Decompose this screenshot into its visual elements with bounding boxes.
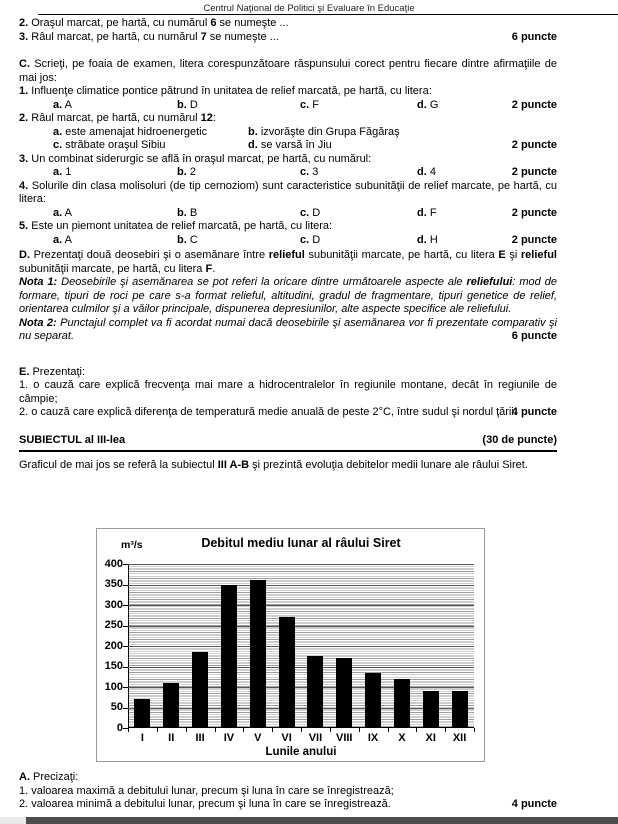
option-text: B bbox=[186, 206, 198, 219]
bar-III bbox=[192, 652, 208, 728]
bar-X bbox=[394, 679, 410, 728]
text-run: 1. valoarea maximă a debitului lunar, precum şi luna în care se înregistrează; bbox=[19, 784, 394, 797]
points-label: 2 puncte bbox=[511, 98, 557, 111]
section-a-item-2 bbox=[19, 798, 557, 812]
x-tick-label-VIII: VIII bbox=[335, 732, 353, 744]
subject-3-heading bbox=[19, 434, 557, 452]
bottom-page-strip-dark bbox=[26, 817, 618, 824]
option-letter: d. bbox=[417, 98, 427, 111]
bar-XII bbox=[452, 691, 468, 728]
major-gridline-250 bbox=[128, 626, 474, 627]
option-text: D bbox=[309, 206, 321, 219]
option-text: A bbox=[62, 206, 72, 219]
option-text: F bbox=[426, 206, 437, 219]
text-run: Solurile din clasa molisoluri (de tip cernoziom) sunt caracteristice subunităţii de relief marcate, pe hartă, cu litera: bbox=[19, 179, 557, 205]
text-run: C. bbox=[19, 58, 30, 70]
option-text: străbate oraşul Sibiu bbox=[62, 139, 166, 151]
section-a bbox=[19, 771, 557, 812]
option-d bbox=[417, 99, 438, 113]
text-run: 2. valoarea minimă a debitului lunar, precum şi luna în care se înregistrează. bbox=[19, 798, 391, 810]
spacer bbox=[19, 420, 557, 434]
option-a bbox=[53, 207, 72, 221]
bar-VIII bbox=[336, 658, 352, 728]
option-letter: c. bbox=[300, 98, 310, 111]
subject-3-title: SUBIECTUL al III-lea bbox=[19, 433, 126, 446]
text-run: Prezentaţi două deosebiri şi o asemănare între bbox=[30, 249, 269, 261]
top-line-2 bbox=[19, 17, 557, 31]
question-text-3 bbox=[19, 153, 557, 167]
section-a-intro bbox=[19, 771, 557, 785]
text-run: şi prezintă evoluţia debitelor medii lunare ale râului Siret. bbox=[249, 458, 528, 471]
bar-V bbox=[250, 580, 266, 728]
text-run: 2. o cauză care explică diferenţa de temperatură medie anuală de peste 2°C, între sudul şi nordul ţării. bbox=[19, 406, 517, 418]
option-letter: b. bbox=[177, 206, 187, 219]
points-label: 4 puncte bbox=[511, 798, 557, 810]
bar-I bbox=[134, 699, 150, 728]
section-d-nota-2 bbox=[19, 317, 557, 344]
chart-x-axis-title: Lunile anului bbox=[265, 746, 337, 758]
option-a bbox=[53, 234, 72, 248]
option-letter: b. bbox=[177, 166, 187, 178]
top-line-3 bbox=[19, 31, 557, 45]
option-letter: a. bbox=[53, 206, 63, 219]
option-letter: b. bbox=[177, 98, 187, 111]
option-a bbox=[53, 166, 71, 180]
option-text: se varsă în Jiu bbox=[257, 139, 332, 151]
option-text: H bbox=[426, 233, 438, 246]
x-tick-mark bbox=[445, 728, 446, 732]
spacer bbox=[19, 344, 557, 366]
text-run: Prezentaţi: bbox=[29, 365, 86, 378]
bar-chart bbox=[96, 528, 485, 762]
y-tick-label-100: 100 bbox=[104, 680, 123, 693]
text-run: Graficul de mai jos se referă la subiectul bbox=[19, 458, 218, 471]
major-gridline-400 bbox=[128, 564, 474, 565]
question-3-option-row bbox=[19, 166, 557, 180]
text-run: Deosebirile şi asemănarea se pot referi la oricare dintre următoarele aspecte ale bbox=[57, 276, 467, 288]
option-c bbox=[300, 166, 318, 180]
points-label: 2 puncte bbox=[511, 233, 557, 246]
text-run: 4. bbox=[19, 179, 29, 192]
major-gridline-350 bbox=[128, 585, 474, 586]
text-run: relieful bbox=[520, 249, 557, 261]
section-e-item-1 bbox=[19, 379, 557, 406]
text-run: III A-B bbox=[217, 458, 250, 471]
x-tick-label-II: II bbox=[168, 732, 175, 744]
bar-VI bbox=[279, 617, 295, 728]
points-label: 2 puncte bbox=[511, 166, 557, 178]
x-tick-mark bbox=[128, 728, 129, 732]
question-2-option-row bbox=[19, 126, 557, 140]
text-run: 6 bbox=[210, 17, 217, 29]
x-tick-label-IX: IX bbox=[367, 732, 379, 744]
option-b bbox=[177, 99, 198, 113]
option-b bbox=[177, 207, 197, 221]
text-run: Un combinat siderurgic se află în oraşul marcat, pe hartă, cu numărul: bbox=[28, 152, 372, 165]
question-text-4 bbox=[19, 180, 557, 207]
option-text: izvorăşte din Grupa Făgăraş bbox=[257, 125, 400, 138]
option-d bbox=[417, 166, 436, 180]
y-tick-label-150: 150 bbox=[104, 660, 123, 672]
option-letter: c. bbox=[53, 139, 63, 151]
text-run: 7 bbox=[200, 30, 207, 43]
text-run: Influenţe climatice pontice pătrund în unitatea de relief marcată, pe hartă, cu litera: bbox=[28, 85, 432, 97]
bar-IV bbox=[221, 585, 237, 729]
section-a-item-2-text bbox=[19, 798, 391, 810]
text-run: Precizaţi: bbox=[30, 771, 79, 783]
spacer bbox=[19, 452, 557, 459]
option-letter: a. bbox=[53, 98, 63, 111]
bottom-page-strip bbox=[0, 817, 618, 824]
question-text-1 bbox=[19, 85, 557, 99]
text-run: 1. o cauză care explică frecvenţa mai mare a hidrocentralelor în regiunile montane, decât în regiunile de câmpie; bbox=[19, 379, 557, 405]
text-run: Nota 1: bbox=[19, 276, 58, 288]
question-2-option-row bbox=[19, 139, 557, 153]
text-run: 5. bbox=[19, 220, 29, 232]
text-run: Nota 2: bbox=[19, 316, 57, 329]
section-c-questions bbox=[19, 85, 557, 247]
option-text: 4 bbox=[426, 166, 436, 178]
question-4-option-row bbox=[19, 207, 557, 221]
option-letter: d. bbox=[417, 233, 427, 246]
option-b bbox=[177, 166, 196, 180]
section-c-intro bbox=[19, 58, 557, 85]
option-letter: c. bbox=[300, 233, 310, 246]
x-tick-label-IV: IV bbox=[223, 732, 235, 744]
x-tick-mark bbox=[474, 728, 475, 732]
x-tick-mark bbox=[243, 728, 244, 732]
header-divider bbox=[38, 14, 618, 15]
x-tick-label-VI: VI bbox=[281, 732, 292, 744]
text-run: 3. bbox=[19, 30, 29, 43]
option-letter: a. bbox=[53, 233, 63, 246]
option-d bbox=[248, 139, 332, 153]
x-tick-label-I: I bbox=[140, 732, 144, 744]
text-run: 1. bbox=[19, 85, 29, 97]
section-d-paragraph bbox=[19, 249, 557, 276]
text-run: F bbox=[205, 262, 213, 275]
text-run: D. bbox=[19, 249, 30, 261]
y-tick-label-200: 200 bbox=[104, 639, 123, 652]
x-tick-label-III: III bbox=[195, 732, 205, 744]
x-tick-label-XII: XII bbox=[452, 732, 467, 744]
x-tick-mark bbox=[330, 728, 331, 732]
x-tick-mark bbox=[215, 728, 216, 732]
question-5-option-row bbox=[19, 234, 557, 248]
option-b bbox=[177, 234, 198, 248]
text-run: E bbox=[498, 249, 506, 261]
section-d-nota-2-text bbox=[19, 317, 557, 343]
text-run: Punctajul complet va fi acordat numai dacă deosebirile şi asemănarea vor fi prezentate comparativ şi nu separat. bbox=[19, 316, 558, 342]
option-d bbox=[417, 207, 437, 221]
option-text: D bbox=[309, 233, 321, 246]
text-run: se numeşte ... bbox=[216, 17, 289, 29]
text-run: A. bbox=[19, 771, 30, 783]
option-letter: c. bbox=[300, 166, 310, 178]
points-label: 2 puncte bbox=[511, 206, 557, 219]
text-run: relieful bbox=[268, 249, 305, 261]
text-run: se numeşte ... bbox=[206, 30, 279, 43]
section-e-item-2 bbox=[19, 406, 557, 420]
text-run: subunităţii marcate, pe hartă, cu litera bbox=[19, 262, 206, 275]
question-text-5 bbox=[19, 220, 557, 234]
option-text: 3 bbox=[309, 166, 319, 178]
x-tick-label-XI: XI bbox=[425, 732, 436, 744]
text-run: Scrieţi, pe foaia de examen, litera corespunzătoare răspunsului corect pentru fiecare dintre afirmaţiile de mai jos: bbox=[19, 58, 557, 84]
y-tick-label-50: 50 bbox=[110, 701, 123, 713]
text-run: 2. bbox=[19, 112, 29, 124]
option-letter: a. bbox=[53, 166, 63, 178]
x-tick-mark bbox=[416, 728, 417, 732]
option-text: 1 bbox=[62, 166, 72, 178]
chart-title: Debitul mediu lunar al râului Siret bbox=[201, 536, 401, 550]
text-run: E. bbox=[19, 365, 30, 378]
page-header-title: Centrul Naţional de Politici şi Evaluare în Educaţie bbox=[203, 3, 415, 14]
text-run: 2. bbox=[19, 17, 29, 29]
question-text-2 bbox=[19, 112, 557, 126]
major-gridline-300 bbox=[128, 605, 474, 606]
text-run: şi bbox=[505, 249, 521, 261]
option-letter: b. bbox=[177, 233, 187, 246]
option-c bbox=[300, 99, 319, 113]
x-tick-mark bbox=[157, 728, 158, 732]
text-run: Râul marcat, pe hartă, cu numărul bbox=[28, 112, 201, 124]
x-tick-mark bbox=[272, 728, 273, 732]
question-1-option-row bbox=[19, 99, 557, 113]
option-text: este amenajat hidroenergetic bbox=[62, 125, 208, 138]
option-text: 2 bbox=[186, 166, 196, 178]
major-gridline-200 bbox=[128, 646, 474, 647]
x-tick-label-X: X bbox=[398, 732, 406, 744]
option-text: A bbox=[62, 233, 72, 246]
text-run: . bbox=[212, 262, 216, 275]
top-line-3-text bbox=[19, 31, 279, 43]
text-run: Este un piemont unitatea de relief marcată, pe hartă, cu litera: bbox=[28, 220, 333, 232]
text-run: Oraşul marcat, pe hartă, cu numărul bbox=[28, 17, 211, 29]
points-label: 6 puncte bbox=[511, 30, 557, 43]
text-run: : bbox=[212, 112, 216, 124]
y-tick-label-400: 400 bbox=[104, 557, 123, 570]
text-run: 12 bbox=[200, 112, 213, 124]
option-text: A bbox=[62, 98, 72, 111]
x-tick-label-VII: VII bbox=[308, 732, 323, 744]
chart-intro-paragraph bbox=[19, 459, 557, 473]
section-a-item-1 bbox=[19, 785, 557, 799]
points-label: 2 puncte bbox=[511, 139, 557, 151]
text-run: reliefului bbox=[466, 276, 513, 288]
points-label: 6 puncte bbox=[511, 330, 557, 342]
option-c bbox=[53, 139, 166, 153]
option-letter: d. bbox=[417, 206, 427, 219]
x-tick-mark bbox=[301, 728, 302, 732]
bar-II bbox=[163, 683, 179, 728]
section-e-item-2-text bbox=[19, 406, 517, 418]
option-text: G bbox=[426, 98, 439, 111]
option-letter: d. bbox=[417, 166, 427, 178]
option-text: F bbox=[309, 98, 319, 111]
option-text: D bbox=[186, 98, 198, 111]
subject-3-points: (30 de puncte) bbox=[482, 433, 557, 446]
spacer bbox=[19, 44, 557, 58]
option-letter: d. bbox=[248, 139, 258, 151]
document-body bbox=[19, 17, 557, 472]
option-text: C bbox=[186, 233, 198, 246]
text-run: Râul marcat, pe hartă, cu numărul bbox=[28, 30, 201, 43]
option-letter: b. bbox=[248, 125, 258, 138]
x-tick-mark bbox=[186, 728, 187, 732]
chart-y-unit-label: m³/s bbox=[121, 539, 143, 551]
section-e-intro bbox=[19, 366, 557, 380]
option-c bbox=[300, 234, 320, 248]
y-tick-label-0: 0 bbox=[116, 721, 123, 734]
option-a bbox=[53, 99, 72, 113]
y-tick-label-350: 350 bbox=[104, 578, 123, 590]
option-c bbox=[300, 207, 320, 221]
bar-IX bbox=[365, 673, 381, 728]
x-tick-mark bbox=[388, 728, 389, 732]
x-tick-label-V: V bbox=[254, 732, 262, 744]
text-run: 3. bbox=[19, 152, 29, 165]
section-d-nota-1 bbox=[19, 276, 557, 317]
option-a bbox=[53, 126, 207, 140]
option-d bbox=[417, 234, 438, 248]
bar-VII bbox=[307, 656, 323, 728]
y-tick-label-300: 300 bbox=[104, 598, 123, 611]
bar-XI bbox=[423, 691, 439, 728]
option-letter: c. bbox=[300, 206, 310, 219]
x-tick-mark bbox=[359, 728, 360, 732]
option-letter: a. bbox=[53, 125, 63, 138]
text-run: subunităţii marcate, pe hartă, cu litera bbox=[304, 249, 499, 261]
major-gridline-100 bbox=[128, 687, 474, 688]
y-tick-label-250: 250 bbox=[104, 619, 123, 631]
text-run: : mod de formare, tipuri de roci pe care s-a format relieful, altitudini, gradul de fragmentare, tipuri genetice de relief, orientarea culmilor şi a văilor principale, dispunerea depresiunilor, alte aspecte specifice ale reliefului. bbox=[19, 276, 557, 315]
option-b bbox=[248, 126, 400, 140]
points-label: 4 puncte bbox=[511, 406, 557, 418]
major-gridline-150 bbox=[128, 667, 474, 668]
